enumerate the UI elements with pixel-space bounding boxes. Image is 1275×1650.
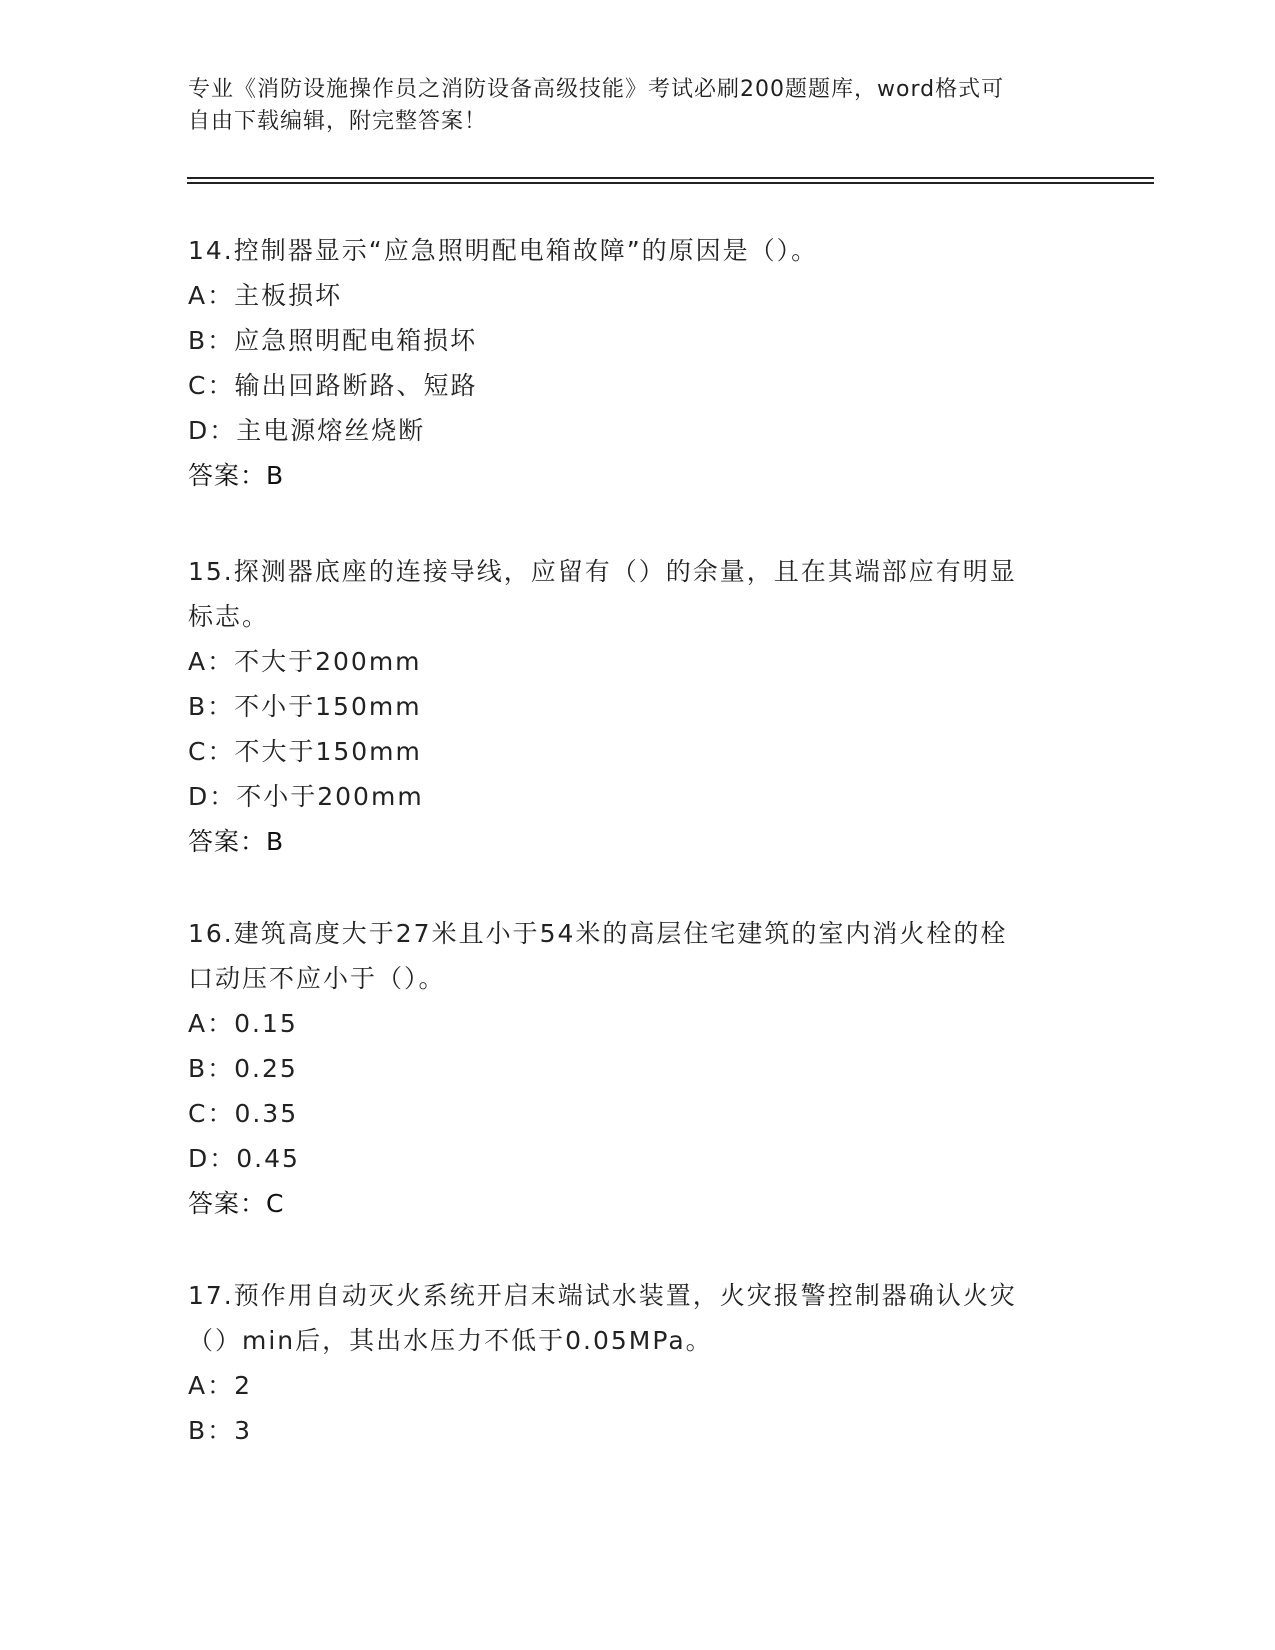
option-d: D：不小于200mm [188, 782, 424, 811]
answer: 答案：B [188, 461, 285, 490]
option-d: D：0.45 [188, 1144, 300, 1173]
option-a: A：0.15 [188, 1009, 298, 1038]
question-15 [188, 549, 1088, 864]
option-c: C：0.35 [188, 1099, 299, 1128]
header-line-2: 自由下载编辑，附完整答案！ [188, 109, 488, 134]
question-stem-line-2: 标志。 [188, 602, 270, 631]
question-stem-line-2: （）min后，其出水压力不低于0.05MPa。 [188, 1326, 713, 1355]
question-stem: 14.控制器显示“应急照明配电箱故障”的原因是（）。 [188, 236, 819, 265]
option-b: B：0.25 [188, 1054, 298, 1083]
option-c: C：不大于150mm [188, 737, 422, 766]
question-17 [188, 1273, 1088, 1453]
option-b: B：3 [188, 1416, 253, 1445]
option-c: C：输出回路断路、短路 [188, 371, 478, 400]
question-stem-line-1: 15.探测器底座的连接导线，应留有（）的余量，且在其端部应有明显 [188, 557, 1017, 586]
question-14 [188, 228, 1088, 498]
header-divider-top [187, 177, 1154, 179]
option-a: A：主板损坏 [188, 281, 343, 310]
document-header [188, 74, 1068, 138]
question-stem-line-2: 口动压不应小于（）。 [188, 964, 446, 993]
option-b: B：应急照明配电箱损坏 [188, 326, 478, 355]
option-a: A：2 [188, 1371, 253, 1400]
header-divider-bottom [187, 182, 1154, 184]
option-d: D：主电源熔丝烧断 [188, 416, 426, 445]
answer: 答案：B [188, 827, 285, 856]
option-a: A：不大于200mm [188, 647, 422, 676]
answer: 答案：C [188, 1189, 285, 1218]
question-stem-line-1: 16.建筑高度大于27米且小于54米的高层住宅建筑的室内消火栓的栓 [188, 919, 1008, 948]
question-16 [188, 911, 1088, 1226]
option-b: B：不小于150mm [188, 692, 422, 721]
header-line-1: 专业《消防设施操作员之消防设备高级技能》考试必刷200题题库，word格式可 [188, 77, 1005, 102]
question-stem-line-1: 17.预作用自动灭火系统开启末端试水装置，火灾报警控制器确认火灾 [188, 1281, 1017, 1310]
